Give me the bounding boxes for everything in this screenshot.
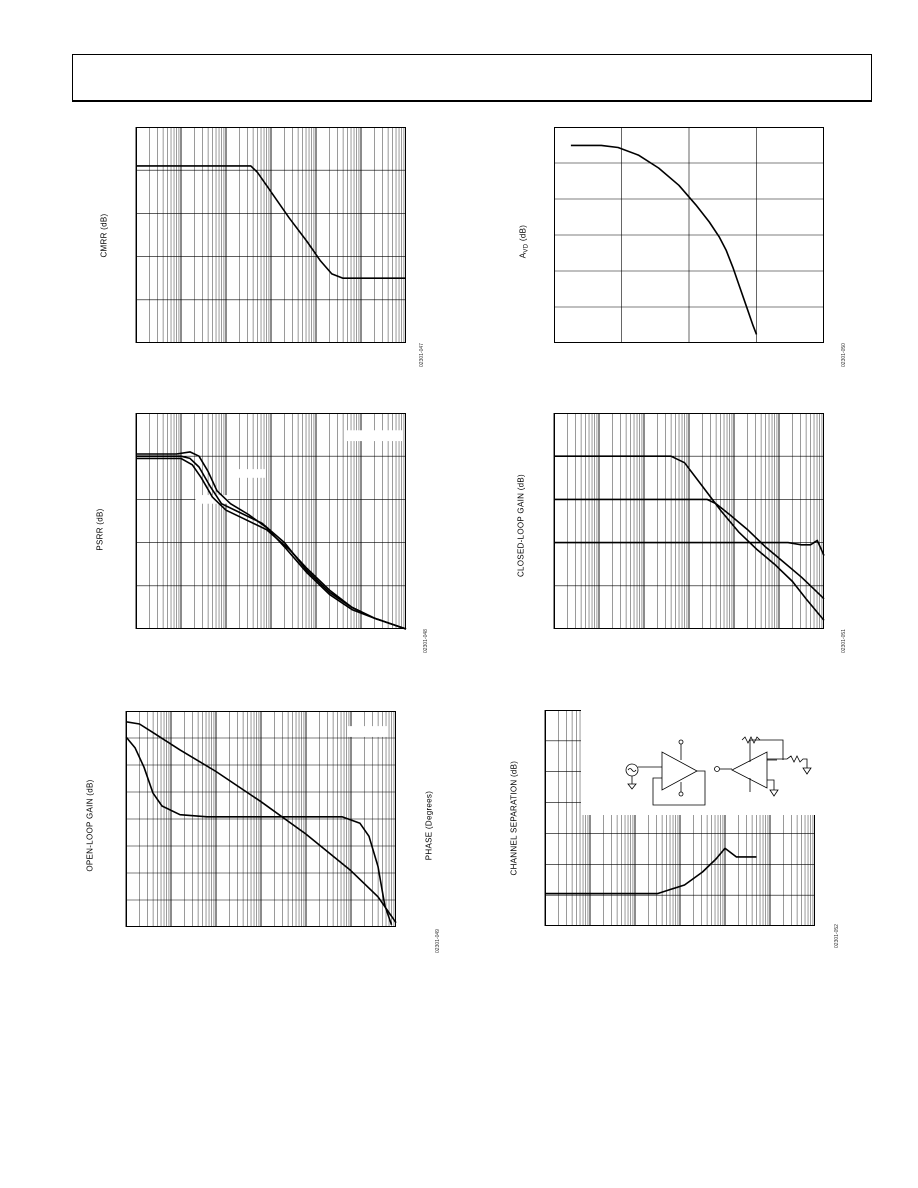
channel-separation-plot [545,710,815,926]
cmrr-figure-number: 02301-047 [419,343,425,367]
cmrr-y-axis-label: CMRR (dB) [99,213,109,258]
open-loop-gain-figure-number: 02301-049 [435,929,441,953]
psrr-y-axis-label: PSRR (dB) [95,508,105,551]
grid [554,413,824,629]
avd-figure-number: 02301-050 [841,343,847,367]
phase-y2-axis-label: PHASE (Degrees) [424,790,434,861]
closed-loop-gain-figure-number: 02301-051 [841,629,847,653]
circuit-background [581,710,815,815]
avd-plot [554,127,824,343]
avd-y-axis-label [519,212,530,272]
cmrr-plot [136,127,406,343]
grid [136,127,406,343]
avd-y-label-unit: (dB) [518,224,528,244]
page-header-frame [72,54,872,102]
closed-loop-gain-y-axis-label: CLOSED-LOOP GAIN (dB) [516,473,526,578]
grid [554,127,824,343]
series-line-1 [571,145,757,334]
label-mask [344,430,403,441]
label-mask [347,726,388,737]
avd-y-label-main: A [518,252,528,259]
open-loop-gain-plot [126,711,396,927]
label-mask [239,469,266,478]
psrr-plot [136,413,406,629]
circuit-diagram [581,710,815,815]
channel-separation-figure-number: 02301-052 [834,924,840,948]
psrr-figure-number: 02301-048 [423,629,429,653]
open-loop-gain-y-axis-label: OPEN-LOOP GAIN (dB) [85,779,95,872]
grid [136,413,406,629]
channel-separation-y-axis-label: CHANNEL SEPARATION (dB) [509,760,519,876]
avd-y-label-sub: VD [523,243,530,253]
grid [126,711,396,927]
closed-loop-gain-plot [554,413,824,629]
